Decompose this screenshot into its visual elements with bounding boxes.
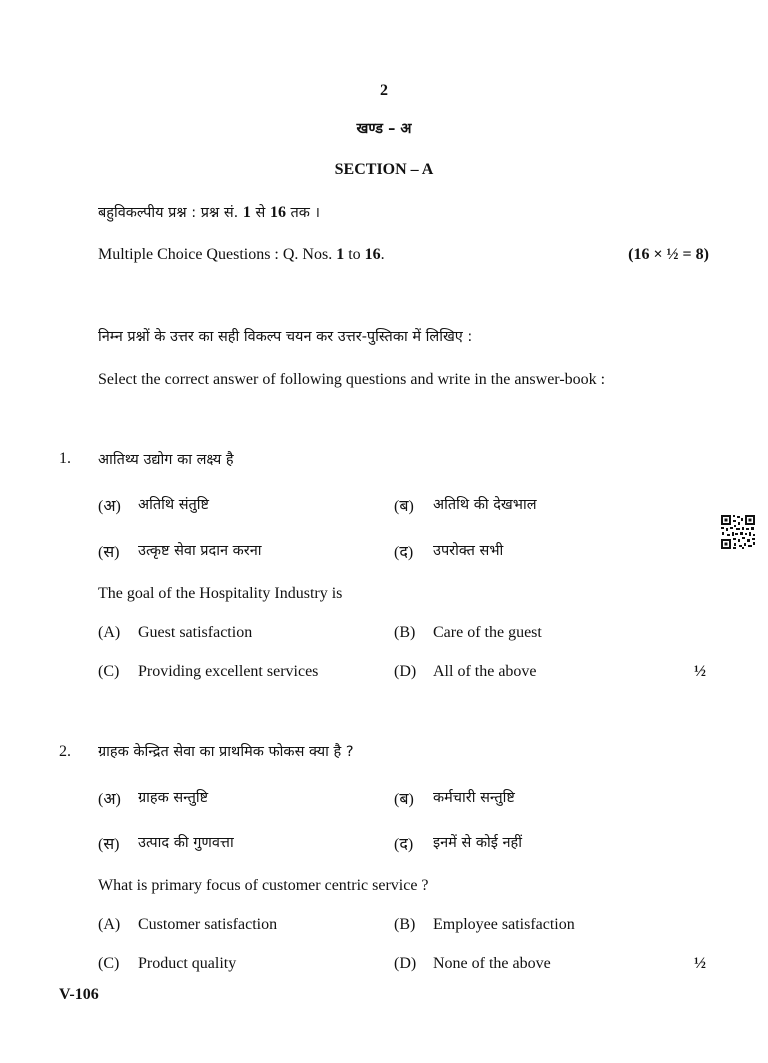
- option-label: (ब): [394, 791, 414, 808]
- option-hindi-c: [98, 832, 119, 854]
- option-hindi-a: [98, 787, 121, 809]
- option-english-b-label: (B): [394, 624, 416, 641]
- option-label: (स): [98, 544, 120, 561]
- mcq-english-to: 16: [364, 246, 381, 263]
- mcq-hindi-se: से: [255, 205, 266, 221]
- mcq-english-from: 1: [336, 246, 345, 263]
- mcq-hindi-from: 1: [242, 204, 251, 221]
- mcq-english-to-word: to: [348, 246, 361, 263]
- option-english-a-label: (A): [98, 624, 121, 641]
- option-hindi-a: [98, 494, 121, 516]
- question-marks: ½: [694, 663, 706, 680]
- option-label: (द): [394, 544, 414, 561]
- option-english-c-label: (C): [98, 955, 120, 972]
- mcq-hindi-tak: तक ।: [290, 205, 321, 221]
- option-text: कर्मचारी सन्तुष्टि: [433, 790, 515, 806]
- page-number: 2: [380, 82, 388, 99]
- marks-total: (16 × ½ = 8): [628, 246, 709, 263]
- option-english-a-text: Guest satisfaction: [138, 624, 253, 641]
- option-hindi-b: [394, 494, 414, 516]
- section-title-hindi: खण्ड – अ: [356, 121, 412, 137]
- option-english-a-label: (A): [98, 916, 121, 933]
- option-english-c-text: Product quality: [138, 955, 237, 972]
- option-text: अतिथि की देखभाल: [433, 497, 537, 513]
- question-text-hindi: आतिथ्य उद्योग का लक्ष्य है: [98, 452, 234, 468]
- option-text: अतिथि संतुष्टि: [138, 497, 210, 513]
- instruction-hindi: निम्न प्रश्नों के उत्तर का सही विकल्प चयन कर उत्तर-पुस्तिका में लिखिए :: [98, 329, 473, 345]
- option-label: (द): [394, 836, 414, 853]
- mcq-heading-hindi-prefix: बहुविकल्पीय प्रश्न : प्रश्न सं.: [98, 205, 239, 221]
- option-english-b-text: Care of the guest: [433, 624, 542, 641]
- option-english-c-label: (C): [98, 663, 120, 680]
- question-number: 1.: [59, 450, 71, 467]
- instruction-english: Select the correct answer of following questions and write in the answer-book :: [98, 371, 606, 388]
- mcq-heading-english: [98, 246, 385, 264]
- option-english-b-text: Employee satisfaction: [433, 916, 575, 933]
- option-label: (अ): [98, 791, 121, 808]
- option-text: उत्कृष्ट सेवा प्रदान करना: [138, 543, 262, 559]
- mcq-heading-hindi: [98, 202, 320, 222]
- option-text: उपरोक्त सभी: [433, 543, 504, 559]
- option-hindi-c: [98, 540, 119, 562]
- question-marks: ½: [694, 955, 706, 972]
- question-text-english: What is primary focus of customer centric service ?: [98, 877, 429, 894]
- option-text: इनमें से कोई नहीं: [433, 835, 522, 851]
- paper-code: V-106: [59, 986, 99, 1003]
- question-number: 2.: [59, 743, 71, 760]
- option-english-d-label: (D): [394, 955, 417, 972]
- option-hindi-d: [394, 832, 413, 854]
- mcq-heading-english-prefix: Multiple Choice Questions : Q. Nos.: [98, 246, 333, 263]
- option-label: (ब): [394, 498, 414, 515]
- option-english-b-label: (B): [394, 916, 416, 933]
- option-english-d-label: (D): [394, 663, 417, 680]
- option-text: ग्राहक सन्तुष्टि: [138, 790, 209, 806]
- mcq-hindi-to: 16: [269, 204, 286, 221]
- option-english-a-text: Customer satisfaction: [138, 916, 278, 933]
- option-english-d-text: All of the above: [433, 663, 537, 680]
- qr-code-icon: [720, 514, 756, 550]
- mcq-english-period: .: [380, 246, 385, 263]
- question-text-english: The goal of the Hospitality Industry is: [98, 585, 343, 602]
- option-english-c-text: Providing excellent services: [138, 663, 319, 680]
- option-hindi-d: [394, 540, 413, 562]
- option-hindi-b: [394, 787, 414, 809]
- question-text-hindi: ग्राहक केन्द्रित सेवा का प्राथमिक फोकस क्या है ?: [98, 744, 354, 760]
- option-english-d-text: None of the above: [433, 955, 551, 972]
- section-title-english: SECTION – A: [334, 161, 434, 178]
- option-label: (स): [98, 836, 120, 853]
- option-label: (अ): [98, 498, 121, 515]
- option-text: उत्पाद की गुणवत्ता: [138, 835, 234, 851]
